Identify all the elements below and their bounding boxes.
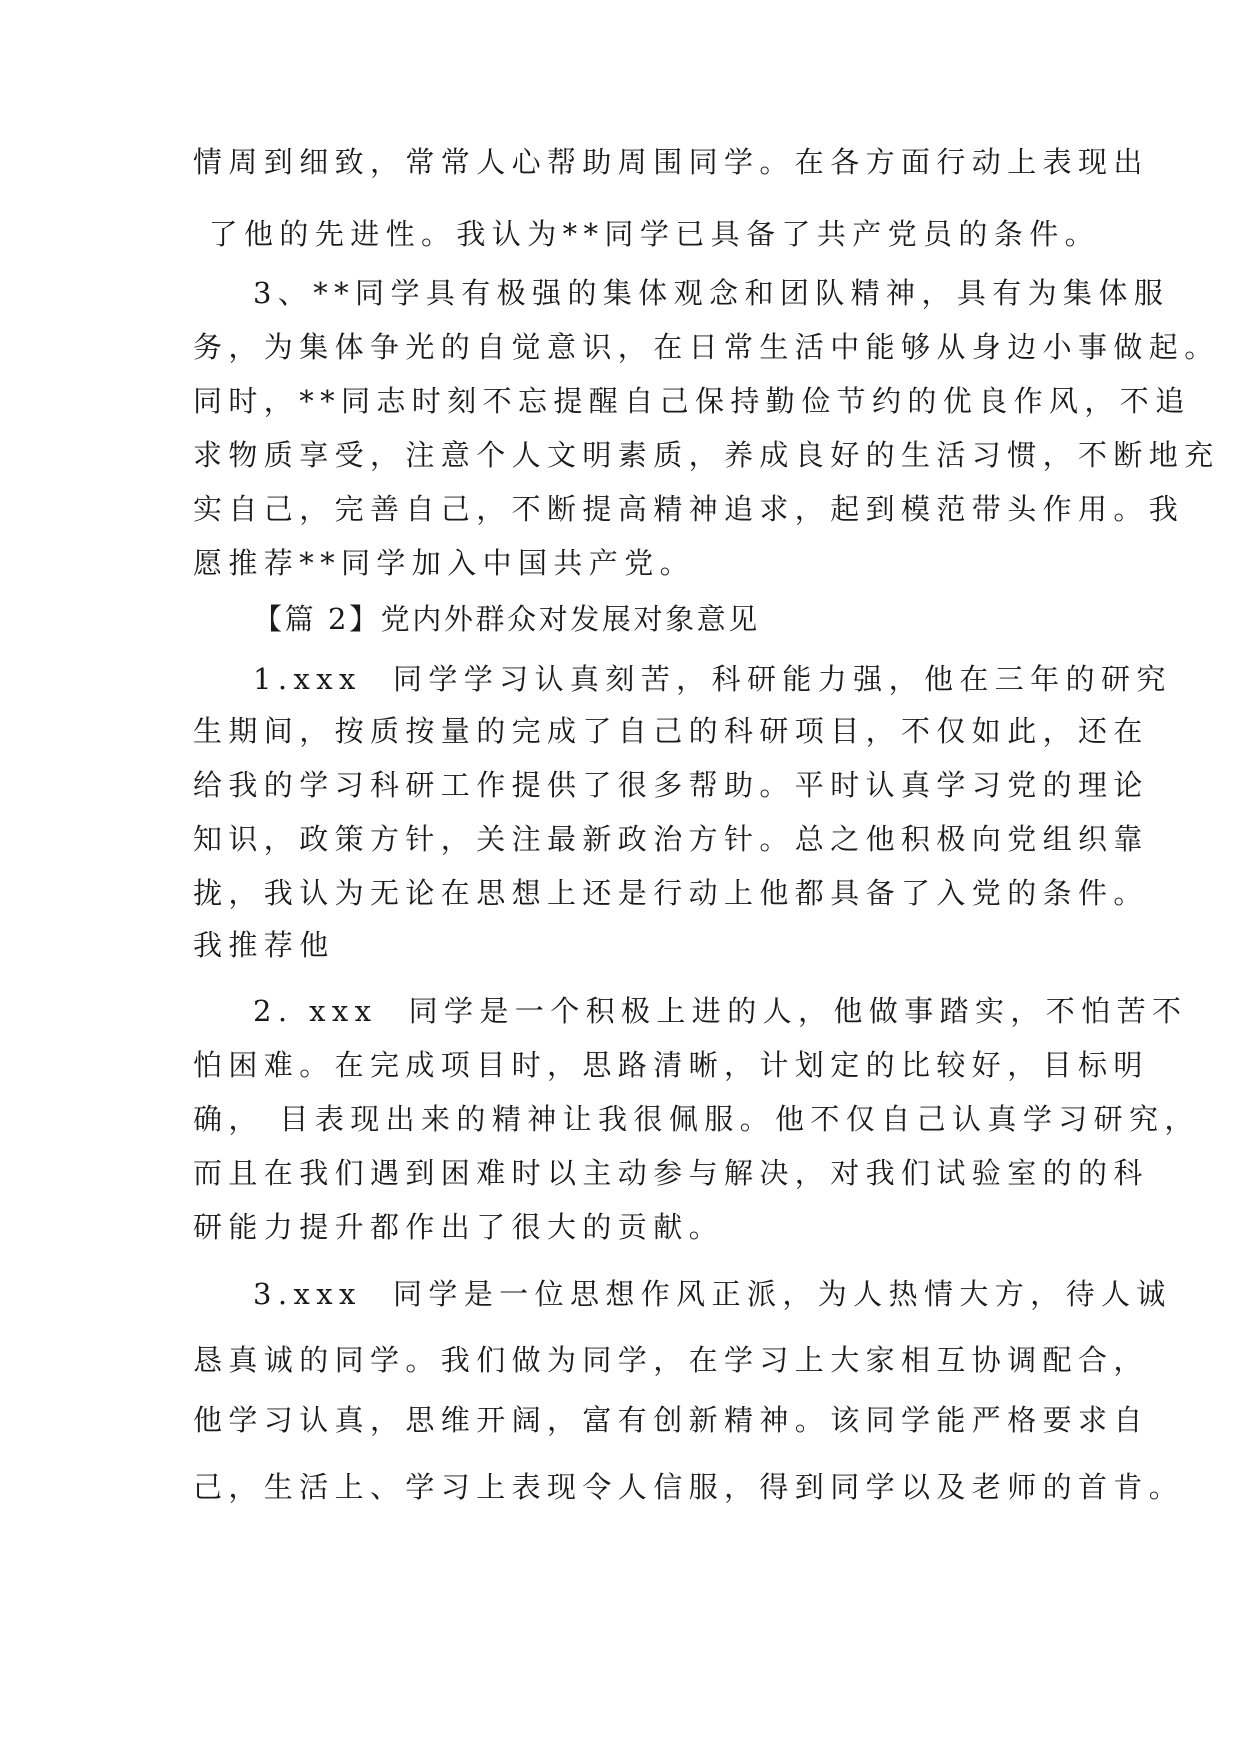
- text-line: 他学习认真，思维开阔，富有创新精神。该同学能严格要求自: [193, 1403, 1149, 1437]
- text-line: 1.xxx 同学学习认真刻苦，科研能力强，他在三年的研究: [253, 662, 1172, 696]
- text-line: 2. xxx 同学是一个积极上进的人，他做事踏实，不怕苦不: [253, 994, 1188, 1028]
- text-line: 3、**同学具有极强的集体观念和团队精神，具有为集体服: [253, 276, 1170, 310]
- section-heading: 【篇 2】党内外群众对发展对象意见: [253, 602, 760, 636]
- text-line: 生期间，按质按量的完成了自己的科研项目，不仅如此，还在: [193, 714, 1149, 748]
- text-line: 同时，**同志时刻不忘提醒自己保持勤俭节约的优良作风，不追: [193, 384, 1191, 418]
- text-line: 情周到细致，常常人心帮助周围同学。在各方面行动上表现出: [193, 145, 1149, 179]
- text-line: 拢，我认为无论在思想上还是行动上他都具备了入党的条件。: [193, 876, 1149, 910]
- text-line: 知识，政策方针，关注最新政治方针。总之他积极向党组织靠: [193, 822, 1149, 856]
- text-line: 了他的先进性。我认为**同学已具备了共产党员的条件。: [193, 217, 1101, 251]
- text-line: 求物质享受，注意个人文明素质，养成良好的生活习惯，不断地充: [193, 438, 1220, 472]
- text-line: 己，生活上、学习上表现令人信服，得到同学以及老师的首肯。: [193, 1470, 1185, 1504]
- text-line: 3.xxx 同学是一位思想作风正派，为人热情大方，待人诚: [253, 1277, 1172, 1311]
- text-line: 实自己，完善自己，不断提高精神追求，起到模范带头作用。我: [193, 492, 1185, 526]
- text-line: 我推荐他: [193, 928, 335, 962]
- text-line: 确， 目表现出来的精神让我很佩服。他不仅自己认真学习研究，: [193, 1102, 1200, 1136]
- text-line: 务，为集体争光的自觉意识，在日常生活中能够从身边小事做起。: [193, 330, 1220, 364]
- text-line: 恳真诚的同学。我们做为同学，在学习上大家相互协调配合，: [193, 1343, 1149, 1377]
- text-line: 怕困难。在完成项目时，思路清晰，计划定的比较好，目标明: [193, 1048, 1149, 1082]
- text-line: 愿推荐**同学加入中国共产党。: [193, 546, 696, 580]
- text-line: 研能力提升都作出了很大的贡献。: [193, 1210, 725, 1244]
- text-line: 而且在我们遇到困难时以主动参与解决，对我们试验室的的科: [193, 1156, 1149, 1190]
- text-line: 给我的学习科研工作提供了很多帮助。平时认真学习党的理论: [193, 768, 1149, 802]
